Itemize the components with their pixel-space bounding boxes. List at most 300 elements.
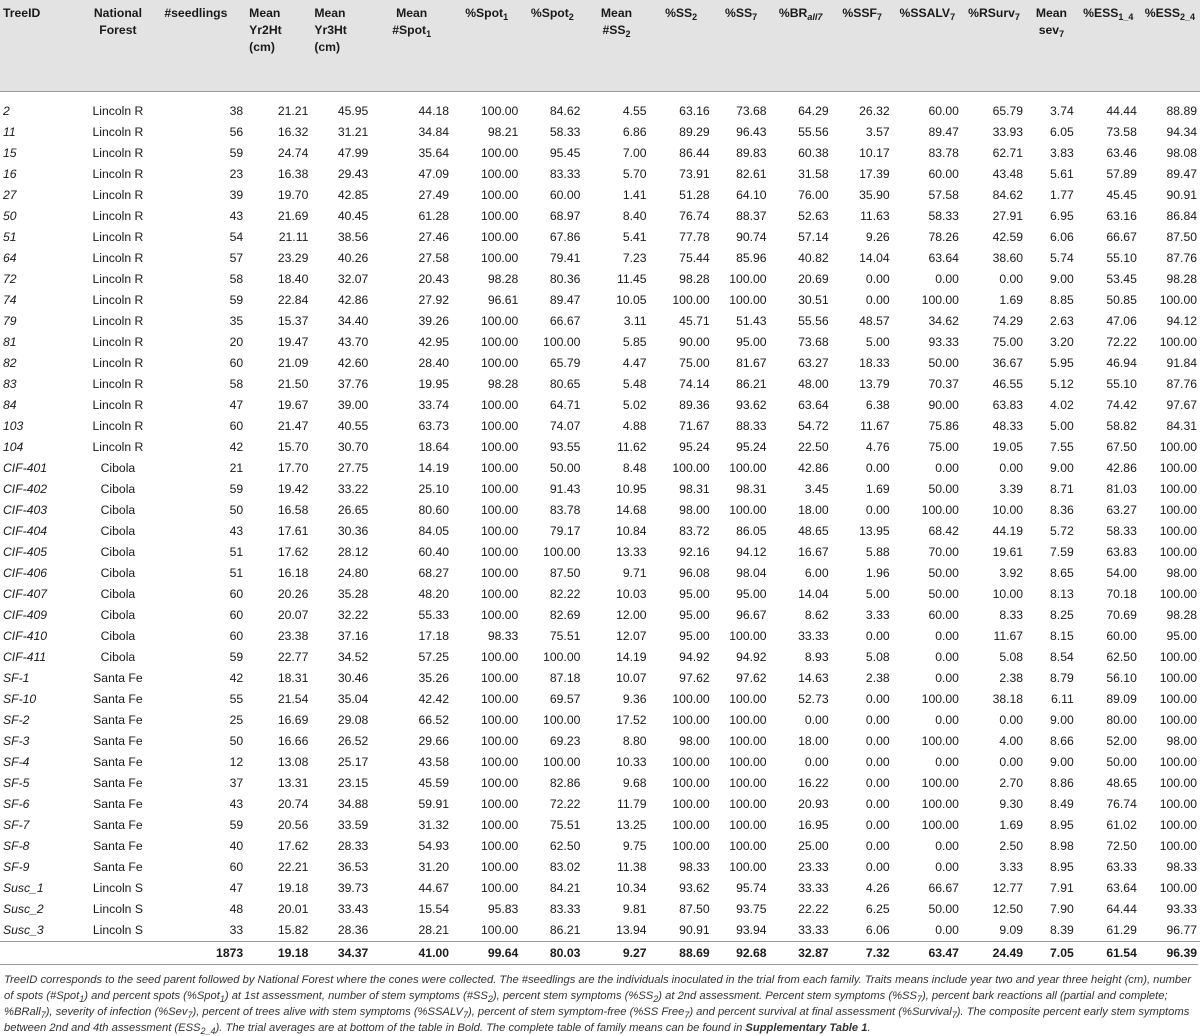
value-cell: 98.00 bbox=[1166, 565, 1197, 580]
value-cell: 93.62 bbox=[679, 880, 710, 895]
value-cell: 72.50 bbox=[1106, 838, 1137, 853]
value-cell: 84.05 bbox=[418, 523, 450, 538]
value-cell: 88.89 bbox=[1166, 103, 1197, 118]
table-row bbox=[0, 647, 1200, 668]
value-cell: 100.00 bbox=[729, 712, 767, 727]
value-cell: 100.00 bbox=[481, 145, 519, 160]
national-forest-cell: Lincoln S bbox=[92, 880, 143, 895]
header-pct-ess2-4: $\%ESS_{2\_4}$ bbox=[1140, 0, 1200, 91]
value-cell: 0.00 bbox=[865, 292, 890, 307]
national-forest-cell: Cibola bbox=[100, 544, 136, 559]
value-cell: 96.08 bbox=[679, 565, 710, 580]
table-row bbox=[0, 332, 1200, 353]
value-cell: 98.33 bbox=[1166, 859, 1197, 874]
average-cell: 41.00 bbox=[371, 941, 452, 964]
value-cell: 3.74 bbox=[1050, 103, 1074, 118]
value-cell: 47.99 bbox=[337, 145, 369, 160]
value-cell: 11.67 bbox=[993, 628, 1024, 643]
value-cell: 22.21 bbox=[277, 859, 309, 874]
national-forest-cell: Santa Fe bbox=[93, 775, 143, 790]
value-cell: 55.10 bbox=[1106, 376, 1137, 391]
value-cell: 0.00 bbox=[865, 859, 890, 874]
value-cell: 100.00 bbox=[481, 523, 519, 538]
value-cell: 60.40 bbox=[418, 544, 450, 559]
value-cell: 6.11 bbox=[1050, 691, 1074, 706]
value-cell: 100.00 bbox=[1159, 670, 1197, 685]
value-cell: 80.00 bbox=[1106, 712, 1137, 727]
value-cell: 27.92 bbox=[418, 292, 450, 307]
value-cell: 82.61 bbox=[736, 166, 767, 181]
value-cell: 9.68 bbox=[622, 775, 647, 790]
value-cell: 0.00 bbox=[865, 502, 890, 517]
value-cell: 14.04 bbox=[859, 250, 890, 265]
national-forest-cell: Santa Fe bbox=[93, 712, 143, 727]
value-cell: 100.00 bbox=[1159, 649, 1197, 664]
value-cell: 100.00 bbox=[481, 838, 519, 853]
value-cell: 24.74 bbox=[277, 145, 309, 160]
value-cell: 8.49 bbox=[1050, 796, 1074, 811]
tree-id-cell: 72 bbox=[3, 271, 17, 286]
value-cell: 43 bbox=[229, 208, 244, 223]
tree-id-cell: SF-4 bbox=[3, 754, 30, 769]
value-cell: 52.63 bbox=[798, 208, 829, 223]
value-cell: 74.29 bbox=[992, 313, 1024, 328]
value-cell: 100.00 bbox=[481, 922, 519, 937]
value-cell: 42.86 bbox=[1106, 460, 1137, 475]
tree-id-cell: 81 bbox=[3, 334, 17, 349]
value-cell: 8.40 bbox=[622, 208, 647, 223]
value-cell: 2.38 bbox=[865, 670, 890, 685]
value-cell: 100.00 bbox=[672, 292, 710, 307]
value-cell: 88.37 bbox=[736, 208, 767, 223]
value-cell: 0.00 bbox=[935, 838, 959, 853]
value-cell: 29.43 bbox=[337, 166, 369, 181]
tree-id-cell: Susc_2 bbox=[3, 901, 44, 916]
value-cell: 100.00 bbox=[1159, 334, 1197, 349]
header-pct-ssalv7: $\%SSALV_7$ bbox=[893, 0, 962, 91]
value-cell: 13.25 bbox=[616, 817, 647, 832]
value-cell: 35.26 bbox=[418, 670, 450, 685]
value-cell: 100.00 bbox=[1159, 502, 1197, 517]
value-cell: 60.00 bbox=[1106, 628, 1137, 643]
value-cell: 29.08 bbox=[337, 712, 369, 727]
value-cell: 50.00 bbox=[928, 355, 959, 370]
national-forest-cell: Cibola bbox=[100, 481, 136, 496]
value-cell: 57.25 bbox=[418, 649, 450, 664]
national-forest-cell: Lincoln R bbox=[92, 376, 144, 391]
value-cell: 43.58 bbox=[418, 754, 450, 769]
value-cell: 9.00 bbox=[1050, 460, 1074, 475]
value-cell: 55.33 bbox=[418, 607, 450, 622]
value-cell: 15.82 bbox=[277, 922, 309, 937]
value-cell: 43 bbox=[229, 523, 244, 538]
table-row bbox=[0, 542, 1200, 563]
value-cell: 5.08 bbox=[865, 649, 890, 664]
value-cell: 100.00 bbox=[1159, 586, 1197, 601]
value-cell: 63.83 bbox=[1106, 544, 1137, 559]
average-cell: 99.64 bbox=[452, 941, 521, 964]
value-cell: 48.65 bbox=[798, 523, 829, 538]
value-cell: 90.00 bbox=[679, 334, 710, 349]
value-cell: 35.64 bbox=[418, 145, 450, 160]
value-cell: 100.00 bbox=[1159, 691, 1197, 706]
value-cell: 57 bbox=[229, 250, 244, 265]
value-cell: 81.67 bbox=[736, 355, 767, 370]
value-cell: 21.09 bbox=[277, 355, 309, 370]
tree-id-cell: 104 bbox=[3, 439, 24, 454]
value-cell: 63.16 bbox=[679, 103, 710, 118]
tree-id-cell: SF-5 bbox=[3, 775, 30, 790]
tree-id-cell: 64 bbox=[3, 250, 17, 265]
value-cell: 34.62 bbox=[928, 313, 959, 328]
value-cell: 39 bbox=[229, 187, 244, 202]
value-cell: 8.95 bbox=[1050, 817, 1074, 832]
value-cell: 100.00 bbox=[921, 796, 959, 811]
value-cell: 100.00 bbox=[921, 502, 959, 517]
value-cell: 0.00 bbox=[865, 838, 890, 853]
value-cell: 42.85 bbox=[337, 187, 369, 202]
value-cell: 38.56 bbox=[337, 229, 369, 244]
value-cell: 95.24 bbox=[679, 439, 710, 454]
value-cell: 100.00 bbox=[481, 775, 519, 790]
national-forest-cell: Cibola bbox=[100, 523, 136, 538]
value-cell: 100.00 bbox=[543, 544, 581, 559]
value-cell: 35.04 bbox=[337, 691, 369, 706]
value-cell: 8.15 bbox=[1050, 628, 1074, 643]
value-cell: 76.74 bbox=[1106, 796, 1137, 811]
value-cell: 42.95 bbox=[418, 334, 450, 349]
value-cell: 64.10 bbox=[736, 187, 767, 202]
value-cell: 4.76 bbox=[865, 439, 890, 454]
value-cell: 7.00 bbox=[622, 145, 647, 160]
value-cell: 0.00 bbox=[865, 628, 890, 643]
value-cell: 100.00 bbox=[729, 817, 767, 832]
value-cell: 67.50 bbox=[1106, 439, 1137, 454]
value-cell: 8.80 bbox=[622, 733, 647, 748]
value-cell: 32.22 bbox=[337, 607, 369, 622]
value-cell: 91.43 bbox=[549, 481, 581, 496]
value-cell: 86.84 bbox=[1166, 208, 1197, 223]
value-cell: 89.29 bbox=[679, 124, 710, 139]
value-cell: 34.84 bbox=[418, 124, 450, 139]
table-row bbox=[0, 269, 1200, 290]
value-cell: 11.67 bbox=[860, 418, 890, 433]
value-cell: 0.00 bbox=[865, 271, 890, 286]
value-cell: 19.95 bbox=[418, 376, 450, 391]
value-cell: 81.03 bbox=[1106, 481, 1137, 496]
value-cell: 17.61 bbox=[277, 523, 309, 538]
value-cell: 8.86 bbox=[1050, 775, 1074, 790]
value-cell: 100.00 bbox=[921, 775, 959, 790]
value-cell: 5.00 bbox=[1050, 418, 1074, 433]
value-cell: 61.28 bbox=[418, 208, 450, 223]
tree-id-cell: 51 bbox=[3, 229, 17, 244]
tree-id-cell: CIF-402 bbox=[3, 481, 48, 496]
value-cell: 27.91 bbox=[992, 208, 1024, 223]
national-forest-cell: Lincoln R bbox=[92, 313, 144, 328]
value-cell: 5.74 bbox=[1050, 250, 1074, 265]
national-forest-cell: Lincoln R bbox=[92, 208, 144, 223]
value-cell: 0.00 bbox=[999, 712, 1024, 727]
value-cell: 87.18 bbox=[549, 670, 581, 685]
national-forest-cell: Santa Fe bbox=[93, 754, 143, 769]
value-cell: 13.79 bbox=[859, 376, 890, 391]
value-cell: 87.50 bbox=[1166, 229, 1197, 244]
value-cell: 96.43 bbox=[736, 124, 767, 139]
value-cell: 14.19 bbox=[616, 649, 647, 664]
value-cell: 44.19 bbox=[992, 523, 1024, 538]
national-forest-cell: Lincoln R bbox=[92, 418, 144, 433]
value-cell: 27.46 bbox=[418, 229, 450, 244]
value-cell: 16.66 bbox=[277, 733, 309, 748]
value-cell: 15.70 bbox=[277, 439, 309, 454]
header-pct-ss7: $\%SS_7$ bbox=[713, 0, 770, 91]
value-cell: 87.50 bbox=[679, 901, 710, 916]
value-cell: 98.28 bbox=[1166, 271, 1197, 286]
value-cell: 7.91 bbox=[1050, 880, 1074, 895]
value-cell: 16.38 bbox=[277, 166, 309, 181]
value-cell: 48.57 bbox=[859, 313, 890, 328]
value-cell: 80.36 bbox=[549, 271, 581, 286]
value-cell: 0.00 bbox=[804, 754, 829, 769]
header-mean-spot1: Mean #Spot$_1$ bbox=[371, 0, 452, 91]
value-cell: 8.48 bbox=[622, 460, 647, 475]
value-cell: 16.67 bbox=[798, 544, 829, 559]
tree-id-cell: 74 bbox=[3, 292, 17, 307]
value-cell: 6.95 bbox=[1050, 208, 1074, 223]
national-forest-cell: Cibola bbox=[100, 565, 136, 580]
header-pct-spot2: %Spot$_2$ bbox=[521, 0, 583, 91]
value-cell: 16.69 bbox=[277, 712, 309, 727]
table-row bbox=[0, 878, 1200, 899]
value-cell: 12.07 bbox=[616, 628, 647, 643]
value-cell: 83.02 bbox=[549, 859, 581, 874]
value-cell: 100.00 bbox=[481, 712, 519, 727]
value-cell: 74.07 bbox=[549, 418, 581, 433]
value-cell: 100.00 bbox=[672, 796, 710, 811]
value-cell: 65.79 bbox=[549, 355, 581, 370]
value-cell: 100.00 bbox=[481, 586, 519, 601]
value-cell: 74.42 bbox=[1106, 397, 1137, 412]
value-cell: 6.06 bbox=[1050, 229, 1074, 244]
header-pct-ssf7: $\%SSF_7$ bbox=[832, 0, 893, 91]
value-cell: 73.58 bbox=[1106, 124, 1137, 139]
table-row bbox=[0, 353, 1200, 374]
value-cell: 63.73 bbox=[418, 418, 450, 433]
value-cell: 86.21 bbox=[736, 376, 767, 391]
value-cell: 59 bbox=[229, 817, 244, 832]
value-cell: 96.77 bbox=[1166, 922, 1197, 937]
value-cell: 26.32 bbox=[859, 103, 890, 118]
tree-id-cell: Susc_1 bbox=[3, 880, 44, 895]
value-cell: 30.36 bbox=[337, 523, 369, 538]
national-forest-cell: Lincoln R bbox=[92, 187, 144, 202]
value-cell: 40.26 bbox=[337, 250, 369, 265]
value-cell: 50.00 bbox=[928, 565, 959, 580]
value-cell: 60 bbox=[229, 859, 244, 874]
value-cell: 8.85 bbox=[1050, 292, 1074, 307]
value-cell: 16.18 bbox=[277, 565, 309, 580]
value-cell: 95.00 bbox=[679, 628, 710, 643]
national-forest-cell: Santa Fe bbox=[93, 733, 143, 748]
value-cell: 95.00 bbox=[736, 334, 767, 349]
value-cell: 8.36 bbox=[1050, 502, 1074, 517]
value-cell: 95.24 bbox=[736, 439, 767, 454]
value-cell: 5.00 bbox=[865, 334, 890, 349]
average-cell: 34.37 bbox=[311, 941, 371, 964]
value-cell: 2.70 bbox=[999, 775, 1024, 790]
value-cell: 82.69 bbox=[549, 607, 581, 622]
value-cell: 80.65 bbox=[549, 376, 581, 391]
header-mean-ss2: Mean $\#SS_2$ bbox=[583, 0, 649, 91]
table-row bbox=[0, 815, 1200, 836]
value-cell: 70.69 bbox=[1106, 607, 1137, 622]
value-cell: 1.69 bbox=[999, 817, 1024, 832]
value-cell: 100.00 bbox=[672, 691, 710, 706]
average-cell: 80.03 bbox=[521, 941, 583, 964]
table-row bbox=[0, 689, 1200, 710]
value-cell: 10.00 bbox=[992, 586, 1024, 601]
value-cell: 100.00 bbox=[729, 859, 767, 874]
value-cell: 9.00 bbox=[1050, 754, 1074, 769]
average-cell: 61.54 bbox=[1077, 941, 1140, 964]
value-cell: 55.10 bbox=[1106, 250, 1137, 265]
value-cell: 58.33 bbox=[928, 208, 959, 223]
value-cell: 5.08 bbox=[999, 649, 1024, 664]
value-cell: 63.83 bbox=[992, 397, 1024, 412]
value-cell: 5.12 bbox=[1050, 376, 1074, 391]
value-cell: 19.47 bbox=[277, 334, 309, 349]
value-cell: 50 bbox=[229, 733, 244, 748]
value-cell: 8.33 bbox=[999, 607, 1024, 622]
value-cell: 98.00 bbox=[1166, 733, 1197, 748]
value-cell: 45.95 bbox=[337, 103, 369, 118]
value-cell: 1.69 bbox=[999, 292, 1024, 307]
value-cell: 35.90 bbox=[859, 187, 890, 202]
value-cell: 56.10 bbox=[1106, 670, 1137, 685]
value-cell: 93.62 bbox=[736, 397, 767, 412]
value-cell: 98.00 bbox=[679, 733, 710, 748]
value-cell: 6.38 bbox=[865, 397, 890, 412]
value-cell: 34.52 bbox=[337, 649, 369, 664]
value-cell: 97.67 bbox=[1166, 397, 1197, 412]
value-cell: 12.00 bbox=[616, 607, 647, 622]
value-cell: 25.10 bbox=[418, 481, 450, 496]
national-forest-cell: Santa Fe bbox=[93, 859, 143, 874]
value-cell: 46.94 bbox=[1106, 355, 1137, 370]
value-cell: 98.31 bbox=[736, 481, 767, 496]
value-cell: 63.33 bbox=[1106, 859, 1137, 874]
value-cell: 66.67 bbox=[549, 313, 581, 328]
value-cell: 95.00 bbox=[679, 586, 710, 601]
value-cell: 23.15 bbox=[337, 775, 369, 790]
national-forest-cell: Lincoln R bbox=[92, 355, 144, 370]
value-cell: 89.36 bbox=[679, 397, 710, 412]
value-cell: 100.00 bbox=[729, 754, 767, 769]
value-cell: 75.00 bbox=[679, 355, 710, 370]
value-cell: 100.00 bbox=[543, 649, 581, 664]
value-cell: 45.45 bbox=[1106, 187, 1137, 202]
value-cell: 67.86 bbox=[549, 229, 581, 244]
value-cell: 8.39 bbox=[1050, 922, 1074, 937]
value-cell: 11.79 bbox=[616, 796, 647, 811]
value-cell: 57.89 bbox=[1106, 166, 1137, 181]
value-cell: 14.63 bbox=[798, 670, 829, 685]
value-cell: 42 bbox=[229, 439, 244, 454]
average-cell: 9.27 bbox=[583, 941, 649, 964]
average-cell: 32.87 bbox=[770, 941, 832, 964]
header-mean-sev7: Mean sev$_7$ bbox=[1026, 0, 1077, 91]
tree-id-cell: CIF-411 bbox=[3, 649, 47, 664]
value-cell: 60.38 bbox=[798, 145, 829, 160]
value-cell: 79.17 bbox=[549, 523, 581, 538]
value-cell: 28.12 bbox=[337, 544, 369, 559]
value-cell: 94.12 bbox=[1166, 313, 1197, 328]
value-cell: 27.75 bbox=[337, 460, 369, 475]
value-cell: 30.46 bbox=[337, 670, 369, 685]
national-forest-cell: Lincoln R bbox=[92, 334, 144, 349]
value-cell: 100.00 bbox=[1159, 439, 1197, 454]
value-cell: 94.34 bbox=[1166, 124, 1197, 139]
value-cell: 100.00 bbox=[543, 754, 581, 769]
tree-id-cell: 2 bbox=[3, 103, 10, 118]
value-cell: 58.33 bbox=[1106, 523, 1137, 538]
value-cell: 20.07 bbox=[277, 607, 309, 622]
value-cell: 8.13 bbox=[1050, 586, 1074, 601]
value-cell: 0.00 bbox=[999, 460, 1024, 475]
value-cell: 100.00 bbox=[1159, 880, 1197, 895]
table-row bbox=[0, 752, 1200, 773]
value-cell: 91.84 bbox=[1166, 355, 1197, 370]
value-cell: 45.59 bbox=[418, 775, 450, 790]
value-cell: 5.61 bbox=[1050, 166, 1074, 181]
table-row bbox=[0, 794, 1200, 815]
value-cell: 89.83 bbox=[736, 145, 767, 160]
table-row bbox=[0, 500, 1200, 521]
value-cell: 33.33 bbox=[798, 922, 829, 937]
value-cell: 60.00 bbox=[928, 607, 959, 622]
value-cell: 51 bbox=[229, 544, 244, 559]
value-cell: 93.94 bbox=[736, 922, 767, 937]
value-cell: 84.21 bbox=[549, 880, 581, 895]
tree-id-cell: CIF-406 bbox=[3, 565, 48, 580]
table-row bbox=[0, 311, 1200, 332]
value-cell: 18.40 bbox=[277, 271, 309, 286]
table-header bbox=[0, 0, 1200, 91]
value-cell: 98.04 bbox=[736, 565, 767, 580]
national-forest-cell: Lincoln R bbox=[92, 397, 144, 412]
national-forest-cell: Lincoln R bbox=[92, 271, 144, 286]
national-forest-cell: Lincoln R bbox=[92, 124, 144, 139]
value-cell: 7.59 bbox=[1050, 544, 1074, 559]
value-cell: 21.50 bbox=[277, 376, 309, 391]
value-cell: 50 bbox=[229, 502, 244, 517]
value-cell: 21.21 bbox=[277, 103, 309, 118]
value-cell: 54.00 bbox=[1106, 565, 1137, 580]
value-cell: 12.50 bbox=[992, 901, 1024, 916]
value-cell: 57.14 bbox=[798, 229, 829, 244]
value-cell: 75.86 bbox=[928, 418, 959, 433]
value-cell: 3.45 bbox=[804, 481, 829, 496]
value-cell: 83.33 bbox=[549, 166, 581, 181]
value-cell: 98.28 bbox=[679, 271, 710, 286]
value-cell: 88.33 bbox=[736, 418, 767, 433]
value-cell: 0.00 bbox=[935, 649, 959, 664]
value-cell: 15.37 bbox=[277, 313, 309, 328]
value-cell: 0.00 bbox=[865, 817, 890, 832]
value-cell: 100.00 bbox=[729, 733, 767, 748]
value-cell: 0.00 bbox=[935, 754, 959, 769]
